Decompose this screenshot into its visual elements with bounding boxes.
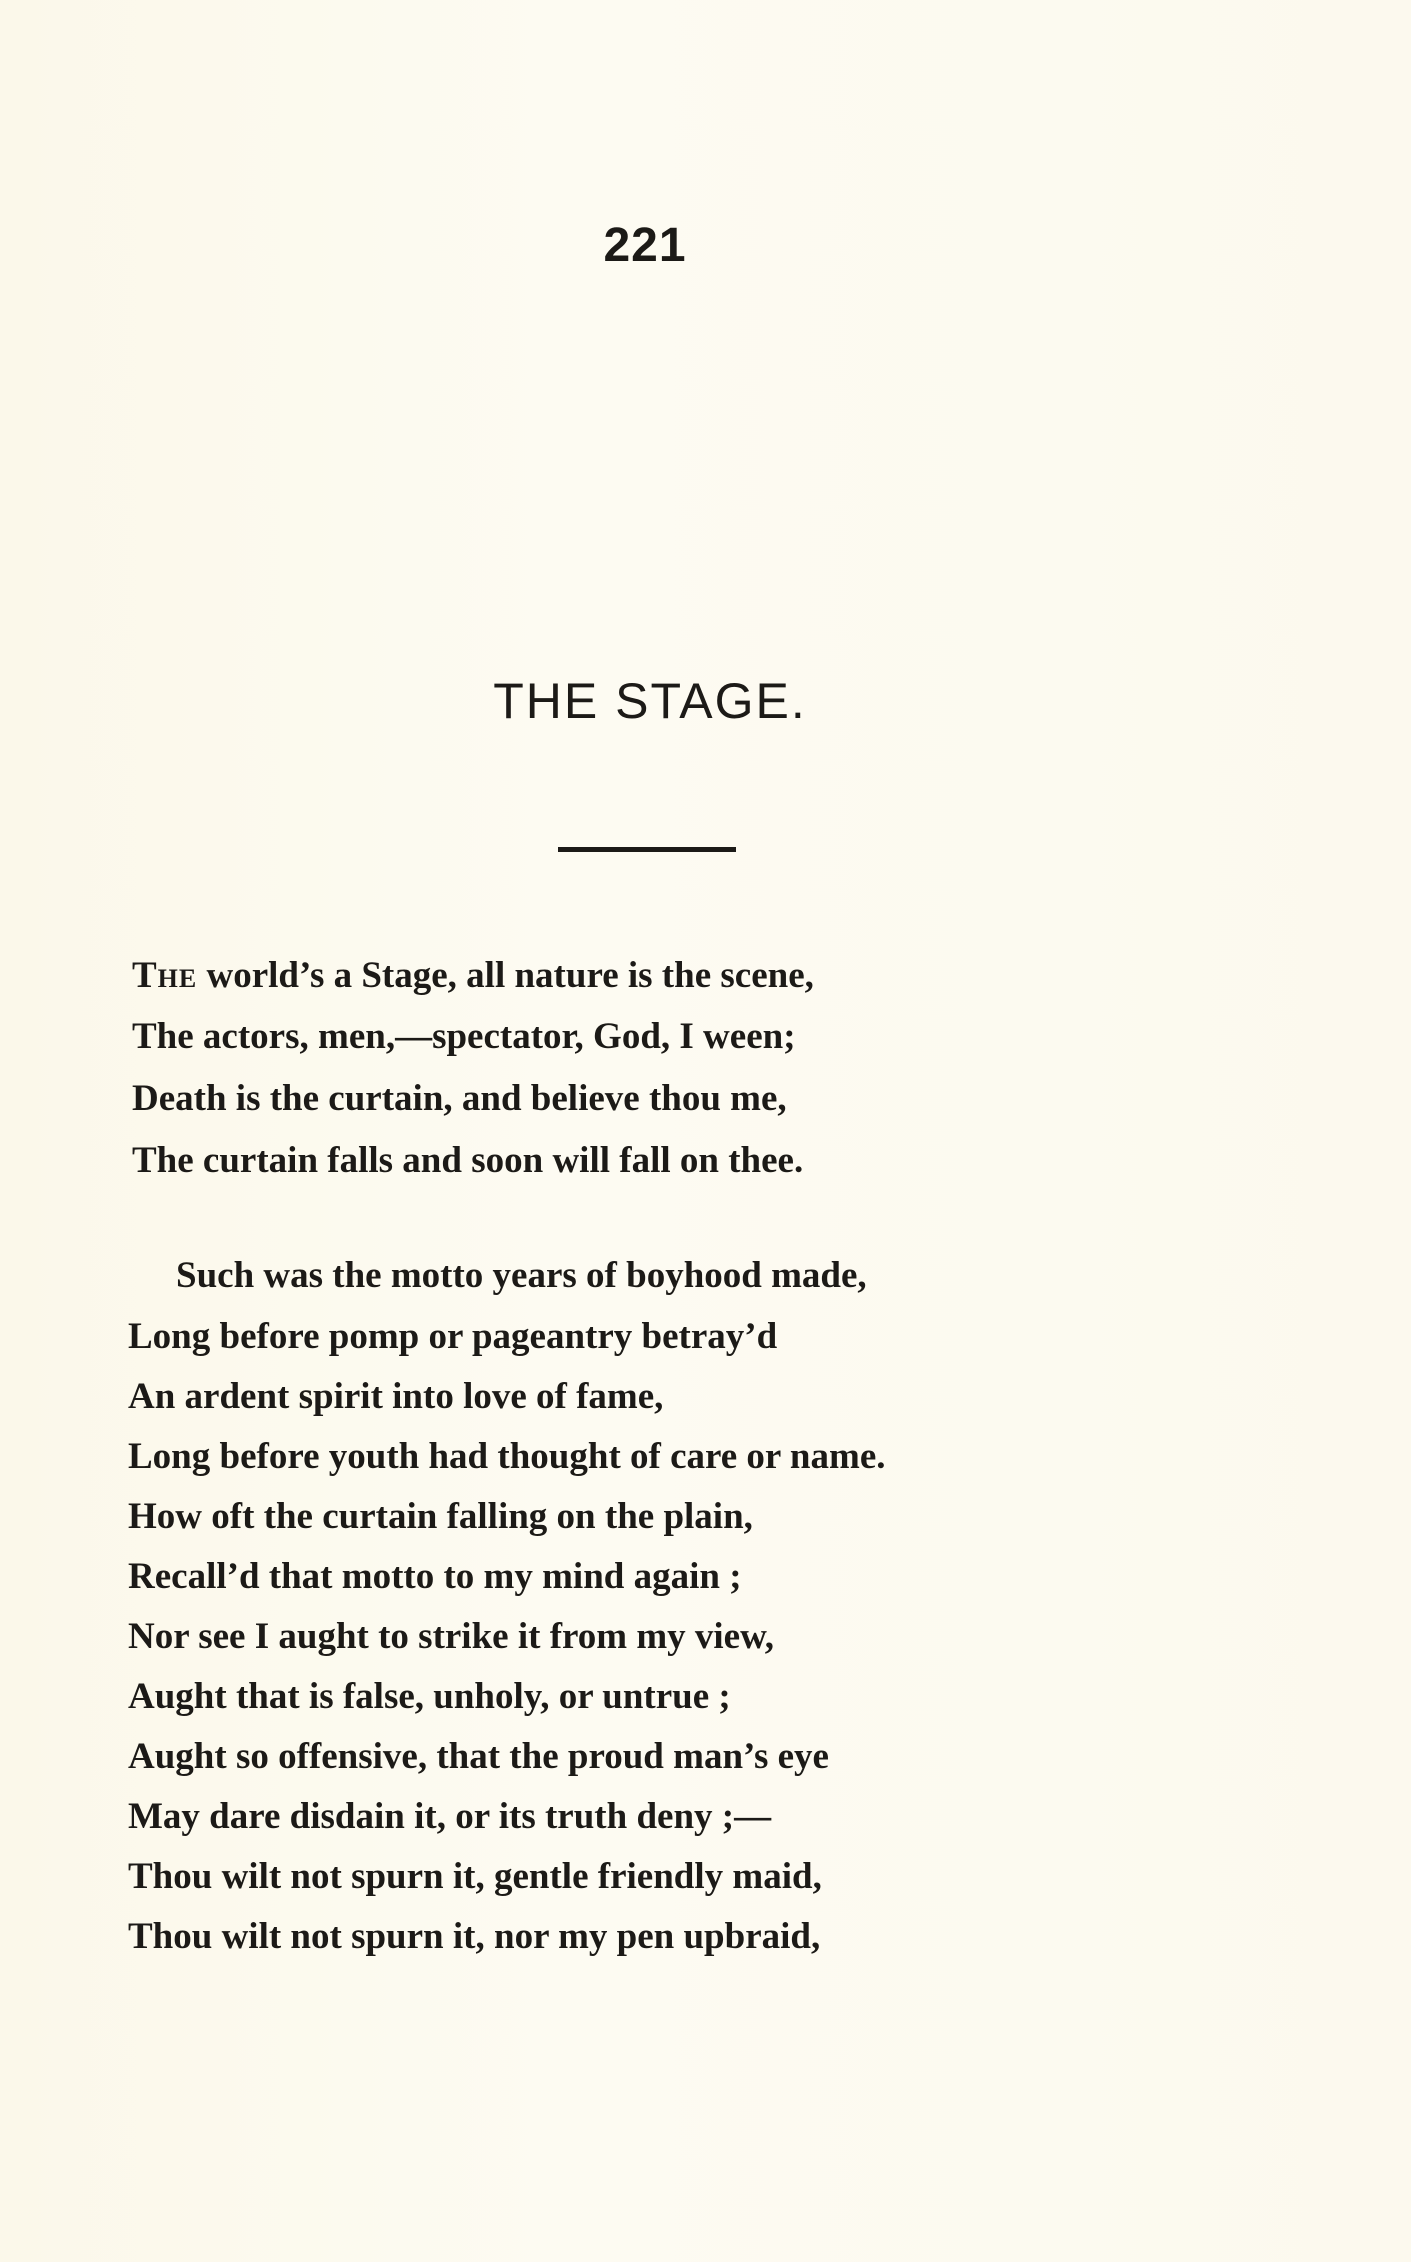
- verse-line: An ardent spirit into love of fame,: [128, 1376, 664, 1417]
- verse-line: Such was the motto years of boyhood made,: [176, 1255, 867, 1296]
- verse-line-text: world’s a Stage, all nature is the scene,: [197, 955, 814, 996]
- verse-line: May dare disdain it, or its truth deny ;—: [128, 1796, 772, 1837]
- verse-line: Long before youth had thought of care or name.: [128, 1436, 886, 1477]
- verse-line: Aught so offensive, that the proud man’s eye: [128, 1736, 829, 1777]
- verse-line: Death is the curtain, and believe thou me,: [132, 1078, 787, 1119]
- verse-line: Recall’d that motto to my mind again ;: [128, 1556, 742, 1597]
- verse-line: How oft the curtain falling on the plain,: [128, 1496, 753, 1537]
- page-number: 221: [603, 219, 687, 272]
- verse-line: Thou wilt not spurn it, nor my pen upbraid,: [128, 1916, 821, 1957]
- verse-line: Nor see I aught to strike it from my view,: [128, 1616, 775, 1657]
- verse-first-word: The: [132, 955, 198, 996]
- verse-line: Long before pomp or pageantry betray’d: [128, 1316, 778, 1357]
- verse-line: Aught that is false, unholy, or untrue ;: [128, 1676, 731, 1717]
- verse-line: The actors, men,—spectator, God, I ween;: [132, 1016, 796, 1057]
- title-divider: [558, 847, 736, 852]
- poem-title: THE STAGE.: [493, 673, 807, 729]
- verse-line: Thou wilt not spurn it, gentle friendly maid,: [128, 1856, 822, 1897]
- verse-line: The curtain falls and soon will fall on thee.: [132, 1140, 804, 1181]
- verse-line: [132, 955, 814, 997]
